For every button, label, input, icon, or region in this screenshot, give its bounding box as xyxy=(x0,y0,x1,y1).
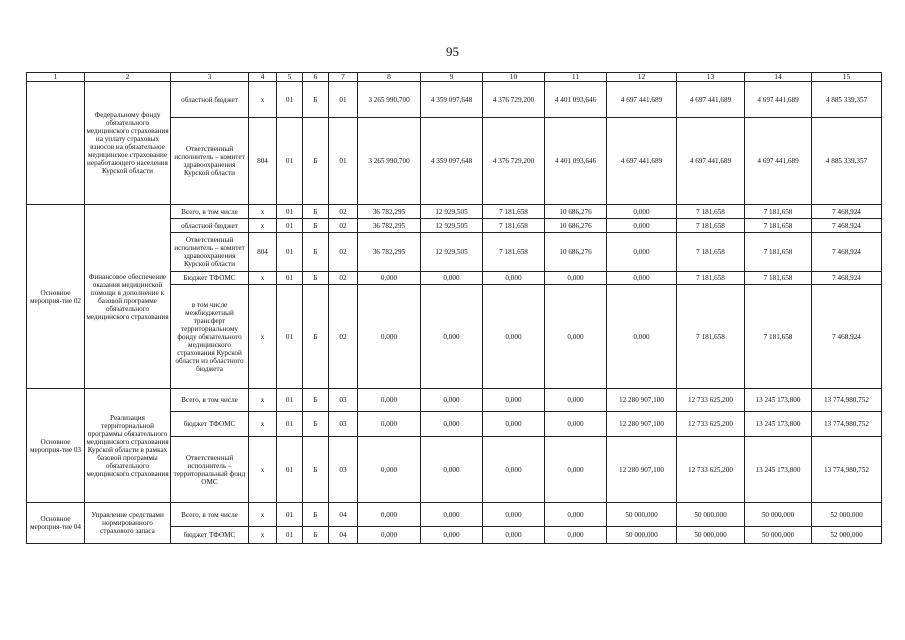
grbs-cell: х xyxy=(249,527,277,544)
rz-cell: 01 xyxy=(277,412,303,437)
rz-cell: 01 xyxy=(277,118,303,205)
source-cell: Ответственный исполнитель – территориальный фонд ОМС xyxy=(171,437,249,503)
column-number: 11 xyxy=(545,73,607,82)
amount-cell: 50 000,000 xyxy=(745,503,812,527)
source-cell: Всего, в том числе xyxy=(171,205,249,219)
page-number: 95 xyxy=(446,44,459,59)
grbs-cell: х xyxy=(249,503,277,527)
amount-cell: 12 929,505 xyxy=(421,219,483,233)
amount-cell: 12 733 625,200 xyxy=(677,412,745,437)
amount-cell: 0,000 xyxy=(483,285,545,389)
amount-cell: 0,000 xyxy=(421,412,483,437)
subprogram-cell: 03 xyxy=(329,412,358,437)
column-number: 7 xyxy=(329,73,358,82)
amount-cell: 12 929,505 xyxy=(421,233,483,272)
amount-cell: 0,000 xyxy=(607,205,677,219)
grbs-cell: х xyxy=(249,272,277,285)
amount-cell: 0,000 xyxy=(358,437,421,503)
column-number: 8 xyxy=(358,73,421,82)
amount-cell: 13 774,980,752 xyxy=(812,437,882,503)
amount-cell: 0,000 xyxy=(545,412,607,437)
event-cell: Основное мероприя-тие 04 xyxy=(27,503,85,544)
event-cell: Основное мероприя-тие 02 xyxy=(27,205,85,389)
amount-cell: 4 697 441,689 xyxy=(745,82,812,118)
subprogram-cell: 02 xyxy=(329,233,358,272)
amount-cell: 0,000 xyxy=(483,389,545,412)
source-cell: в том числе межбюджетный трансферт территориальному фонду обязательного медицинского страхования Курской области из областного бюджета xyxy=(171,285,249,389)
amount-cell: 4 359 097,648 xyxy=(421,118,483,205)
amount-cell: 3 265 990,700 xyxy=(358,118,421,205)
amount-cell: 0,000 xyxy=(545,527,607,544)
amount-cell: 0,000 xyxy=(545,389,607,412)
amount-cell: 4 401 093,646 xyxy=(545,82,607,118)
amount-cell: 4 697 441,689 xyxy=(607,118,677,205)
amount-cell: 12 280 907,100 xyxy=(607,412,677,437)
event-name-cell: Финансовое обеспечение оказания медицинской помощи в дополнение к базовой программе обязательного медицинского страхования xyxy=(85,205,171,389)
amount-cell: 0,000 xyxy=(545,285,607,389)
amount-cell: 12 733 625,200 xyxy=(677,437,745,503)
amount-cell: 12 929,505 xyxy=(421,205,483,219)
program-cell: Б xyxy=(303,233,329,272)
amount-cell: 4 885 339,357 xyxy=(812,118,882,205)
amount-cell: 4 885 339,357 xyxy=(812,82,882,118)
amount-cell: 0,000 xyxy=(421,272,483,285)
amount-cell: 13 774,980,752 xyxy=(812,389,882,412)
program-cell: Б xyxy=(303,272,329,285)
table-body xyxy=(27,73,882,544)
program-cell: Б xyxy=(303,82,329,118)
amount-cell: 0,000 xyxy=(421,527,483,544)
grbs-cell: х xyxy=(249,205,277,219)
amount-cell: 0,000 xyxy=(421,437,483,503)
amount-cell: 0,000 xyxy=(358,527,421,544)
budget-table xyxy=(26,72,882,544)
source-cell: Бюджет ТФОМС xyxy=(171,272,249,285)
rz-cell: 01 xyxy=(277,272,303,285)
amount-cell: 13 245 173,800 xyxy=(745,437,812,503)
subprogram-cell: 04 xyxy=(329,527,358,544)
column-number-row xyxy=(27,73,882,82)
subprogram-cell: 02 xyxy=(329,219,358,233)
source-cell: областной бюджет xyxy=(171,82,249,118)
source-cell: Ответственный исполнитель – комитет здравоохранения Курской области xyxy=(171,233,249,272)
amount-cell: 7 468,924 xyxy=(812,233,882,272)
amount-cell: 4 697 441,689 xyxy=(607,82,677,118)
amount-cell: 0,000 xyxy=(483,527,545,544)
column-number: 12 xyxy=(607,73,677,82)
rz-cell: 01 xyxy=(277,219,303,233)
amount-cell: 0,000 xyxy=(421,389,483,412)
event-name-cell: Управление средствами нормированного страхового запаса xyxy=(85,503,171,544)
amount-cell: 0,000 xyxy=(483,437,545,503)
table-row xyxy=(27,389,882,412)
program-cell: Б xyxy=(303,285,329,389)
amount-cell: 0,000 xyxy=(421,503,483,527)
amount-cell: 4 697 441,689 xyxy=(745,118,812,205)
amount-cell: 7 181,658 xyxy=(745,233,812,272)
amount-cell: 13 245 173,800 xyxy=(745,389,812,412)
event-cell xyxy=(27,82,85,205)
amount-cell: 7 181,658 xyxy=(677,205,745,219)
grbs-cell: х xyxy=(249,437,277,503)
amount-cell: 52 000,000 xyxy=(812,527,882,544)
amount-cell: 50 000,000 xyxy=(677,527,745,544)
amount-cell: 10 686,276 xyxy=(545,205,607,219)
amount-cell: 36 782,295 xyxy=(358,205,421,219)
table-row xyxy=(27,503,882,527)
amount-cell: 10 686,276 xyxy=(545,219,607,233)
amount-cell: 0,000 xyxy=(607,219,677,233)
amount-cell: 7 181,658 xyxy=(745,272,812,285)
amount-cell: 0,000 xyxy=(483,503,545,527)
amount-cell: 7 468,924 xyxy=(812,272,882,285)
amount-cell: 4 697 441,689 xyxy=(677,82,745,118)
grbs-cell: х xyxy=(249,219,277,233)
column-number: 4 xyxy=(249,73,277,82)
amount-cell: 0,000 xyxy=(421,285,483,389)
program-cell: Б xyxy=(303,527,329,544)
amount-cell: 7 181,658 xyxy=(745,205,812,219)
amount-cell: 10 686,276 xyxy=(545,233,607,272)
amount-cell: 7 181,658 xyxy=(483,233,545,272)
program-cell: Б xyxy=(303,118,329,205)
column-number: 3 xyxy=(171,73,249,82)
program-cell: Б xyxy=(303,437,329,503)
column-number: 14 xyxy=(745,73,812,82)
rz-cell: 01 xyxy=(277,389,303,412)
column-number: 13 xyxy=(677,73,745,82)
rz-cell: 01 xyxy=(277,285,303,389)
amount-cell: 13 245 173,800 xyxy=(745,412,812,437)
column-number: 9 xyxy=(421,73,483,82)
amount-cell: 50 000,000 xyxy=(607,503,677,527)
table-row xyxy=(27,82,882,118)
amount-cell: 50 000,000 xyxy=(607,527,677,544)
event-name-cell: Федеральному фонду обязательного медицинского страхования на уплату страховых взносов на обязательное медицинское страхование неработающего населения Курской области xyxy=(85,82,171,205)
amount-cell: 7 181,658 xyxy=(677,219,745,233)
amount-cell: 7 181,658 xyxy=(483,205,545,219)
amount-cell: 4 376 729,200 xyxy=(483,118,545,205)
amount-cell: 4 376 729,200 xyxy=(483,82,545,118)
amount-cell: 0,000 xyxy=(607,233,677,272)
column-number: 6 xyxy=(303,73,329,82)
event-name-cell: Реализация территориальной программы обязательного медицинского страхования Курской области в рамках базовой программы обязательного медицинского страхования xyxy=(85,389,171,503)
rz-cell: 01 xyxy=(277,205,303,219)
amount-cell: 7 181,658 xyxy=(745,219,812,233)
source-cell: Всего, в том числе xyxy=(171,389,249,412)
amount-cell: 36 782,295 xyxy=(358,233,421,272)
amount-cell: 0,000 xyxy=(358,285,421,389)
subprogram-cell: 02 xyxy=(329,205,358,219)
subprogram-cell: 04 xyxy=(329,503,358,527)
grbs-cell: х xyxy=(249,389,277,412)
amount-cell: 36 782,295 xyxy=(358,219,421,233)
amount-cell: 0,000 xyxy=(483,412,545,437)
column-number: 1 xyxy=(27,73,85,82)
amount-cell: 0,000 xyxy=(358,412,421,437)
rz-cell: 01 xyxy=(277,82,303,118)
source-cell: областной бюджет xyxy=(171,219,249,233)
amount-cell: 0,000 xyxy=(483,272,545,285)
program-cell: Б xyxy=(303,412,329,437)
table-row xyxy=(27,205,882,219)
amount-cell: 7 468,924 xyxy=(812,285,882,389)
grbs-cell: 804 xyxy=(249,118,277,205)
source-cell: Всего, в том числе xyxy=(171,503,249,527)
subprogram-cell: 03 xyxy=(329,437,358,503)
rz-cell: 01 xyxy=(277,437,303,503)
amount-cell: 7 181,658 xyxy=(677,285,745,389)
amount-cell: 0,000 xyxy=(358,272,421,285)
event-cell: Основное мероприя-тие 03 xyxy=(27,389,85,503)
amount-cell: 0,000 xyxy=(358,389,421,412)
rz-cell: 01 xyxy=(277,527,303,544)
amount-cell: 0,000 xyxy=(545,272,607,285)
amount-cell: 7 181,658 xyxy=(677,233,745,272)
amount-cell: 7 468,924 xyxy=(812,205,882,219)
amount-cell: 7 181,658 xyxy=(483,219,545,233)
column-number: 10 xyxy=(483,73,545,82)
subprogram-cell: 02 xyxy=(329,285,358,389)
amount-cell: 7 181,658 xyxy=(745,285,812,389)
grbs-cell: 804 xyxy=(249,233,277,272)
subprogram-cell: 01 xyxy=(329,118,358,205)
grbs-cell: х xyxy=(249,412,277,437)
amount-cell: 7 468,924 xyxy=(812,219,882,233)
source-cell: бюджет ТФОМС xyxy=(171,527,249,544)
program-cell: Б xyxy=(303,219,329,233)
amount-cell: 0,000 xyxy=(545,437,607,503)
amount-cell: 4 401 093,646 xyxy=(545,118,607,205)
amount-cell: 4 359 097,648 xyxy=(421,82,483,118)
amount-cell: 0,000 xyxy=(358,503,421,527)
program-cell: Б xyxy=(303,503,329,527)
amount-cell: 50 000,000 xyxy=(745,527,812,544)
amount-cell: 0,000 xyxy=(607,272,677,285)
amount-cell: 0,000 xyxy=(545,503,607,527)
column-number: 5 xyxy=(277,73,303,82)
program-cell: Б xyxy=(303,205,329,219)
rz-cell: 01 xyxy=(277,503,303,527)
amount-cell: 13 774,980,752 xyxy=(812,412,882,437)
amount-cell: 12 280 907,100 xyxy=(607,389,677,412)
amount-cell: 3 265 990,700 xyxy=(358,82,421,118)
amount-cell: 4 697 441,689 xyxy=(677,118,745,205)
subprogram-cell: 03 xyxy=(329,389,358,412)
column-number: 15 xyxy=(812,73,882,82)
column-number: 2 xyxy=(85,73,171,82)
subprogram-cell: 02 xyxy=(329,272,358,285)
amount-cell: 12 280 907,100 xyxy=(607,437,677,503)
rz-cell: 01 xyxy=(277,233,303,272)
source-cell: Ответственный исполнитель – комитет здравоохранения Курской области xyxy=(171,118,249,205)
source-cell: бюджет ТФОМС xyxy=(171,412,249,437)
grbs-cell: х xyxy=(249,82,277,118)
amount-cell: 7 181,658 xyxy=(677,272,745,285)
amount-cell: 52 000,000 xyxy=(812,503,882,527)
subprogram-cell: 01 xyxy=(329,82,358,118)
program-cell: Б xyxy=(303,389,329,412)
amount-cell: 12 733 625,200 xyxy=(677,389,745,412)
grbs-cell: х xyxy=(249,285,277,389)
amount-cell: 50 000,000 xyxy=(677,503,745,527)
amount-cell: 0,000 xyxy=(607,285,677,389)
